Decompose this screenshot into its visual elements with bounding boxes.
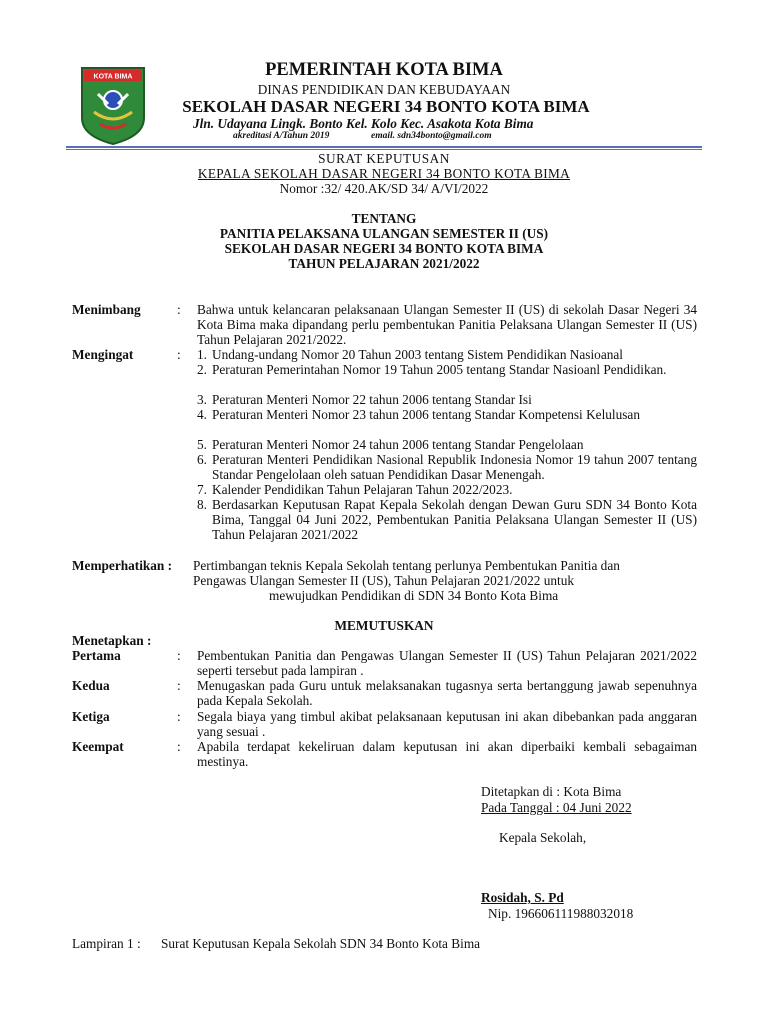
list-item (197, 347, 697, 362)
list-item-text: Berdasarkan Keputusan Rapat Kepala Sekolah dengan Dewan Guru SDN 34 Bonto Kota Bima, Tanggal 04 Juni 2022, Pembentukan Panitia Pelaksana Ulangan Semester II (US) Tahun Pelajaran 2021/2022 (212, 497, 697, 542)
list-item (197, 482, 697, 497)
pertama-label: Pertama (72, 648, 121, 663)
list-item-number: 5. (197, 437, 207, 452)
list-item-text: Kalender Pendidikan Tahun Pelajaran Tahun 2022/2023. (212, 482, 513, 497)
list-item-number: 4. (197, 407, 207, 422)
mengingat-label: Mengingat (72, 347, 134, 362)
list-item-number: 3. (197, 392, 207, 407)
decree-number: Nomor :32/ 420.AK/SD 34/ A/VI/2022 (279, 181, 489, 196)
memperhatikan-line-3: mewujudkan Pendidikan di SDN 34 Bonto Kota Bima (269, 588, 559, 603)
menimbang-label: Menimbang (72, 302, 141, 317)
list-item (197, 452, 697, 482)
subject-line-1: PANITIA PELAKSANA ULANGAN SEMESTER II (US) (219, 226, 549, 241)
memperhatikan-label: Memperhatikan : (72, 558, 173, 573)
menimbang-text: Bahwa untuk kelancaran pelaksanaan Ulangan Semester II (US) di sekolah Dasar Negeri 34 Kota Bima maka dipandang perlu pembentukan Panitia Pelaksana Ulangan Semester II (US) Tahun Pelajaran 2021/2022. (197, 302, 697, 347)
issued-date: Pada Tanggal : 04 Juni 2022 (481, 800, 632, 815)
ketiga-text: Segala biaya yang timbul akibat pelaksanaan keputusan ini akan dibebankan pada anggaran yang sesuai . (197, 709, 697, 739)
list-item (197, 362, 697, 377)
attachment-text: Surat Keputusan Kepala Sekolah SDN 34 Bonto Kota Bima (161, 936, 481, 951)
header-rule (66, 146, 702, 148)
menetapkan-label: Menetapkan : (72, 633, 152, 648)
pertama-text: Pembentukan Panitia dan Pengawas Ulangan Semester II (US) Tahun Pelajaran 2021/2022 seperti tersebut pada lampiran . (197, 648, 697, 678)
list-item (197, 407, 697, 422)
list-item-text: Peraturan Menteri Pendidikan Nasional Republik Indonesia Nomor 19 tahun 2007 tentang Standar Pengelolaan oleh satuan Pendidikan Dasar Menengah. (212, 452, 697, 482)
list-item-text: Undang-undang Nomor 20 Tahun 2003 tentang Sistem Pendidikan Nasioanal (212, 347, 623, 362)
ketiga-colon: : (177, 709, 181, 724)
keempat-text: Apabila terdapat kekeliruan dalam keputusan ini akan diperbaiki kembali sebagaiman mestinya. (197, 739, 697, 769)
school-name: SEKOLAH DASAR NEGERI 34 BONTO KOTA BIMA (182, 97, 590, 116)
list-item-number: 1. (197, 347, 207, 362)
list-item-text: Peraturan Menteri Nomor 24 tahun 2006 tentang Standar Pengelolaan (212, 437, 584, 452)
menimbang-colon: : (177, 302, 181, 317)
decision-heading: MEMUTUSKAN (334, 618, 434, 633)
kedua-label: Kedua (72, 678, 110, 693)
header-rule-thin (66, 149, 702, 150)
school-email: email. sdn34bonto@gmail.com (371, 131, 492, 141)
list-item-text: Peraturan Menteri Nomor 22 tahun 2006 tentang Standar Isi (212, 392, 532, 407)
issuer-title: KEPALA SEKOLAH DASAR NEGERI 34 BONTO KOTA BIMA (197, 166, 571, 181)
accreditation: akreditasi A/Tahun 2019 (233, 131, 330, 141)
list-item-number: 7. (197, 482, 207, 497)
mengingat-colon: : (177, 347, 181, 362)
list-item (197, 392, 697, 407)
subject-line-3: TAHUN PELAJARAN 2021/2022 (288, 256, 480, 271)
list-item-number: 8. (197, 497, 207, 512)
keempat-label: Keempat (72, 739, 124, 754)
subject-heading: TENTANG (351, 211, 417, 226)
list-item (197, 497, 697, 542)
list-item (197, 437, 697, 452)
subject-line-2: SEKOLAH DASAR NEGERI 34 BONTO KOTA BIMA (224, 241, 544, 256)
list-item-text: Peraturan Pemerintahan Nomor 19 Tahun 2005 tentang Standar Nasioanl Pendidikan. (212, 362, 667, 377)
pertama-colon: : (177, 648, 181, 663)
logo-text: KOTA BIMA (93, 73, 133, 81)
school-address: Jln. Udayana Lingk. Bonto Kel. Kolo Kec. Asakota Kota Bima (193, 116, 534, 131)
memperhatikan-line-2: Pengawas Ulangan Semester II (US), Tahun Pelajaran 2021/2022 untuk (193, 573, 575, 588)
list-item-number: 6. (197, 452, 207, 467)
kedua-colon: : (177, 678, 181, 693)
signatory-role: Kepala Sekolah, (499, 830, 587, 845)
government-name: PEMERINTAH KOTA BIMA (265, 60, 503, 80)
list-item-number: 2. (197, 362, 207, 377)
signatory-name: Rosidah, S. Pd (481, 890, 564, 905)
kedua-text: Menugaskan pada Guru untuk melaksanakan tugasnya serta bertanggung jawab sepenuhnya pada Kepala Sekolah. (197, 678, 697, 708)
list-item-text: Peraturan Menteri Nomor 23 tahun 2006 tentang Standar Kompetensi Kelulusan (212, 407, 640, 422)
document-type: SURAT KEPUTUSAN (318, 151, 450, 166)
department-name: DINAS PENDIDIKAN DAN KEBUDAYAAN (257, 82, 511, 97)
memperhatikan-line-1: Pertimbangan teknis Kepala Sekolah tentang perlunya Pembentukan Panitia dan (193, 558, 620, 573)
keempat-colon: : (177, 739, 181, 754)
issued-place: Ditetapkan di : Kota Bima (481, 784, 622, 799)
attachment-label: Lampiran 1 : (72, 936, 141, 951)
ketiga-label: Ketiga (72, 709, 110, 724)
signatory-nip: Nip. 196606111988032018 (488, 906, 634, 921)
